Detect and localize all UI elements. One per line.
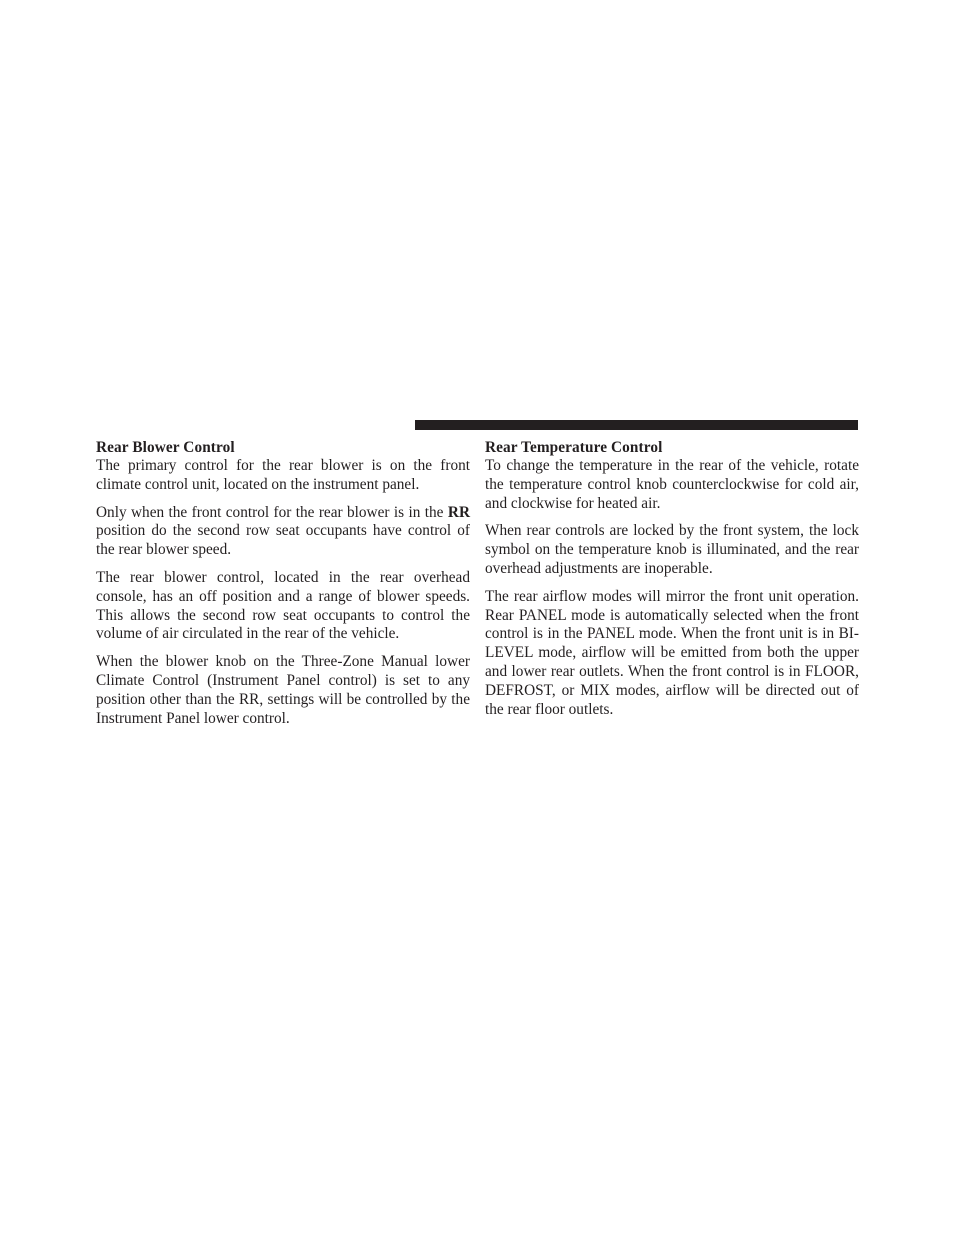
rr-position-label: RR (447, 503, 470, 521)
rear-blower-paragraph-2 (96, 504, 470, 560)
left-column (96, 438, 470, 737)
rear-blower-paragraph-4: When the blower knob on the Three-Zone Manual lower Climate Control (Instrument Panel control) is set to any position other than the RR, settings will be controlled by the Instrument Panel lower control. (96, 653, 470, 727)
rear-temperature-control-heading: Rear Temperature Control (485, 439, 663, 456)
rear-temperature-paragraph-2: When rear controls are locked by the front system, the lock symbol on the temperature knob is illuminated, and the rear overhead adjustments are inoperable. (485, 522, 859, 577)
rear-blower-paragraph-3: The rear blower control, located in the rear overhead console, has an off position and a range of blower speeds. This allows the second row seat occupants to control the volume of air circulated in the rear of the vehicle. (96, 568, 470, 643)
rear-blower-paragraph-2-end: position do the second row seat occupants have control of the rear blower speed. (96, 522, 470, 559)
rear-blower-paragraph-2-start: Only when the front control for the rear blower is in the (96, 503, 448, 521)
rear-temperature-paragraph-1: To change the temperature in the rear of the vehicle, rotate the temperature control knob counterclockwise for cold air, and clockwise for heated air. (485, 457, 859, 512)
section-divider-bar (415, 420, 858, 430)
rear-blower-paragraph-1: The primary control for the rear blower is on the front climate control unit, located on the instrument panel. (96, 457, 470, 493)
rear-airflow-paragraph: The rear airflow modes will mirror the front unit operation. Rear PANEL mode is automatically selected when the front control is in the PANEL mode. When the front unit is in BI-LEVEL mode, airflow will be emitted from both the upper and lower rear outlets. When the front control is in FLOOR, DEFROST, or MIX modes, airflow will be directed out of the rear floor outlets. (485, 587, 859, 718)
right-column (485, 438, 859, 728)
rear-blower-control-heading: Rear Blower Control (96, 439, 235, 456)
